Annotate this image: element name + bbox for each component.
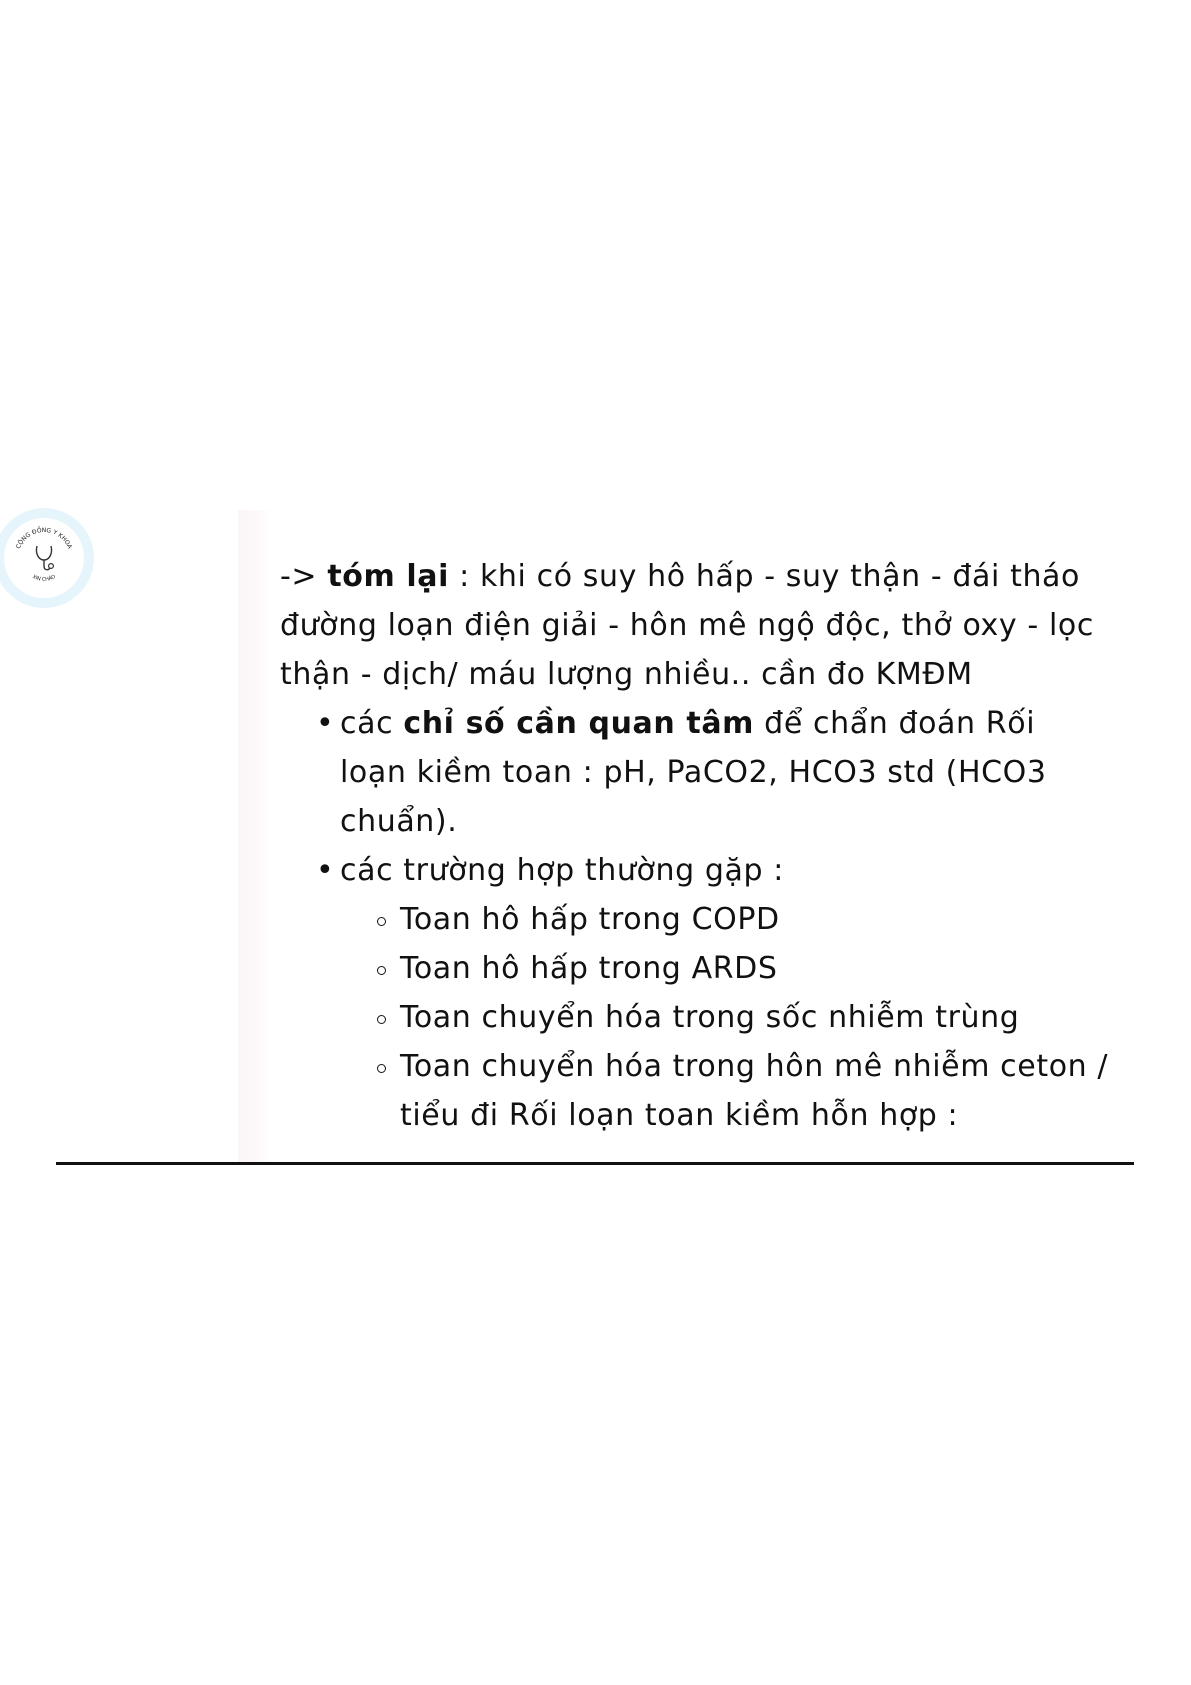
summary-lead: tóm lại	[327, 559, 449, 594]
logo-badge	[0, 508, 94, 608]
bullet-item	[280, 846, 1110, 895]
document-body	[280, 552, 1110, 1140]
arrow-marker: ->	[280, 559, 318, 594]
svg-text:CỘNG ĐỒNG Y KHOA	[15, 525, 74, 551]
summary-paragraph	[280, 552, 1110, 699]
sub-bullet-item: Toan hô hấp trong COPD	[280, 895, 1110, 944]
logo-text-top: CỘNG ĐỒNG Y KHOA	[14, 526, 74, 550]
horizontal-rule	[56, 1162, 1134, 1165]
sub-bullet-item: Toan chuyển hóa trong hôn mê nhiễm ceton / tiểu đi Rối loạn toan kiềm hỗn hợp :	[280, 1042, 1110, 1140]
bullet-list	[280, 699, 1110, 895]
bullet-bold-text: chỉ số cần quan tâm	[403, 706, 755, 741]
margin-shade	[238, 510, 272, 1162]
bullet-text: để chẩn đoán Rối loạn kiềm toan : pH, PaCO2, HCO3 std (HCO3 chuẩn).	[340, 706, 1047, 839]
logo-text-bottom: XIN CHÀO	[31, 573, 57, 583]
bullet-item	[280, 699, 1110, 846]
sub-bullet-item: Toan chuyển hóa trong sốc nhiễm trùng	[280, 993, 1110, 1042]
svg-text:XIN CHÀO	[31, 574, 57, 583]
logo-seal	[4, 518, 84, 598]
summary-text: : khi có suy hô hấp - suy thận - đái tháo đường loạn điện giải - hôn mê ngộ độc, thở oxy - lọc thận - dịch/ máu lượng nhiều.. cần đo KMĐM	[280, 559, 1094, 692]
sub-bullet-list	[280, 895, 1110, 1140]
sub-bullet-item: Toan hô hấp trong ARDS	[280, 944, 1110, 993]
stethoscope-icon	[4, 518, 84, 598]
bullet-text: các trường hợp thường gặp :	[340, 853, 784, 888]
bullet-text: các	[340, 706, 404, 741]
